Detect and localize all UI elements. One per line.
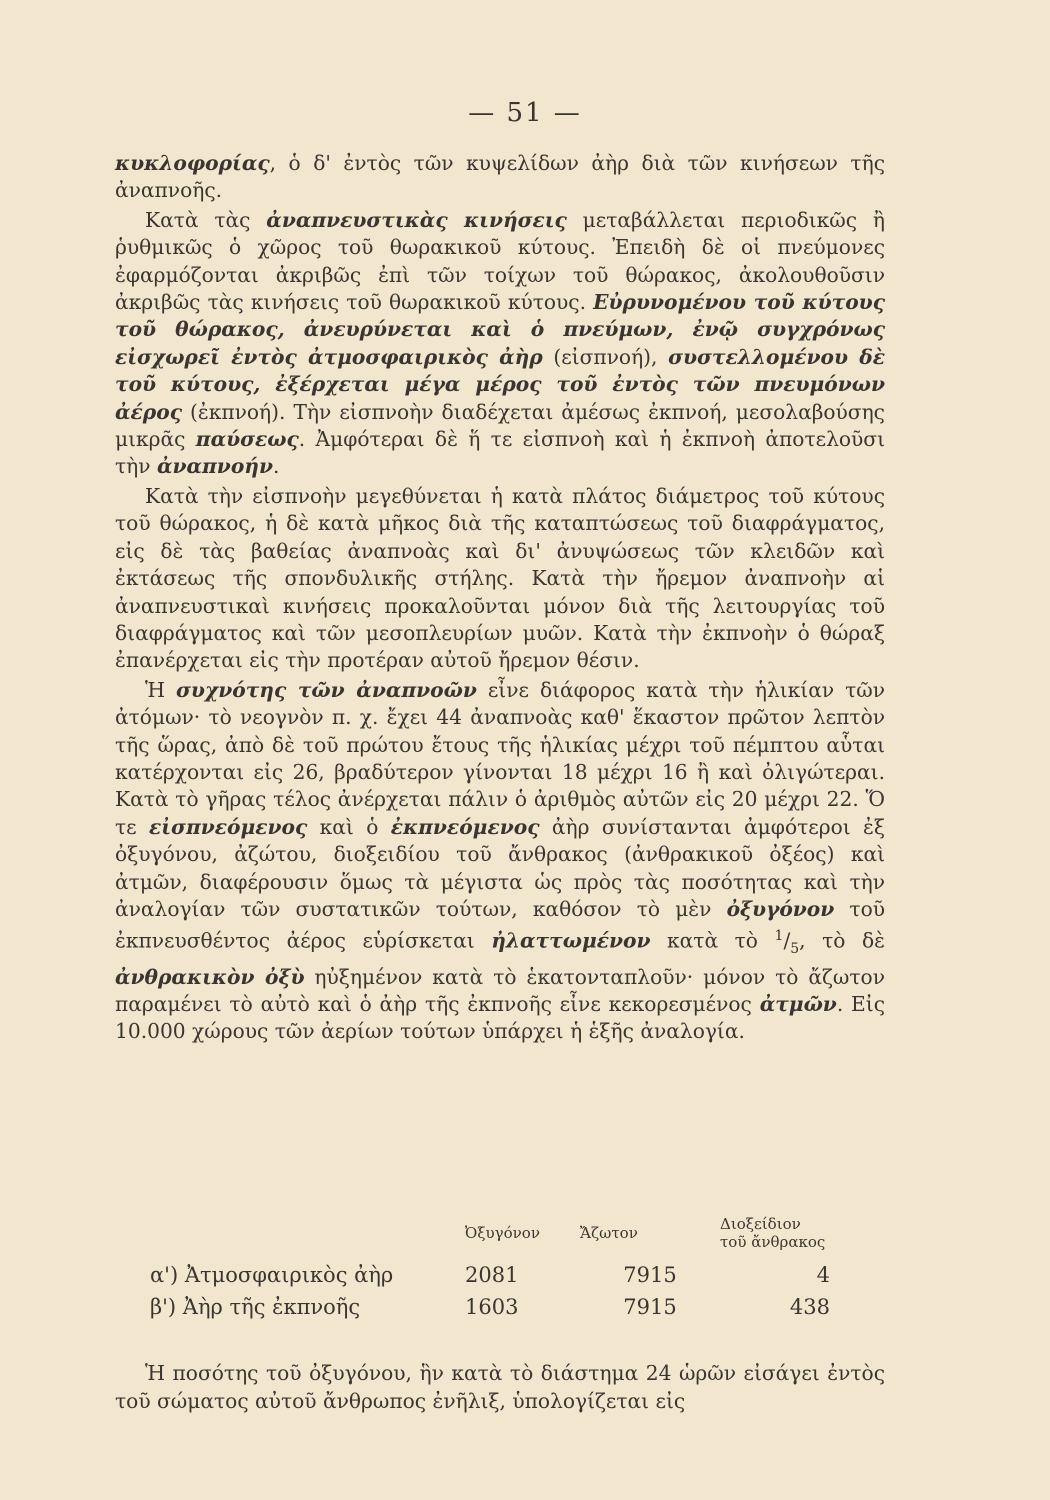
text-run: . Ἀμφότεραι δὲ ἥ τε εἰσπνοὴ καὶ ἡ ἐκπνοὴ ἀποτελοῦσι τὴν xyxy=(115,427,885,479)
text-run: Κατὰ τὰς xyxy=(145,207,267,232)
paragraph xyxy=(115,207,885,481)
text-run: καὶ ὁ xyxy=(307,814,391,839)
text-run: , ὁ δ' ἐντὸς τῶν κυψελίδων ἀὴρ διὰ τῶν κινήσεων τῆς ἀναπνοῆς. xyxy=(115,151,885,203)
emphasized-term: συχνότης τῶν ἀναπνοῶν xyxy=(176,677,477,702)
text-run: , τὸ δὲ xyxy=(799,929,886,954)
emphasized-term: ὀξυγόνον xyxy=(726,896,835,921)
emphasized-term: ἀναπνευστικὰς κινήσεις xyxy=(266,207,567,232)
row-label: α') Ἀτμοσφαιρικὸς ἀὴρ xyxy=(150,1263,394,1287)
nitrogen-value: 7915 xyxy=(623,1295,677,1319)
paragraph xyxy=(115,483,885,675)
text-run: . Εἰς 10.000 χώρους τῶν ἀερίων τούτων ὑπάρχει ἡ ἑξῆς ἀναλογία. xyxy=(115,991,885,1044)
emphasized-term: ἠλαττωμένον xyxy=(491,929,651,954)
text-run: κατὰ τὸ xyxy=(650,929,775,954)
gas-composition-table xyxy=(150,1215,830,1323)
header-co2: Διοξείδιον τοῦ ἄνθρακος xyxy=(720,1215,826,1251)
page-number: — 51 — xyxy=(468,98,582,128)
nitrogen-value: 7915 xyxy=(623,1263,677,1287)
emphasized-term: εἰσπνεόμενος xyxy=(149,814,308,839)
text-run: / xyxy=(783,929,791,954)
text-run: τοῦ ἐκπνευσθέντος ἀέρος εὑρίσκεται xyxy=(115,896,886,954)
closing-paragraph: Ἡ ποσότης τοῦ ὀξυγόνου, ἣν κατὰ τὸ διάστημα 24 ὡρῶν εἰσάγει ἐντὸς τοῦ σώματος αὐτοῦ ἄνθρωπος ἐνῆλιξ, ὑπολογίζεται εἰς xyxy=(115,1361,885,1413)
text-run: Ἡ xyxy=(145,677,177,702)
header-oxygen: Ὀξυγόνον xyxy=(465,1224,540,1242)
body-text xyxy=(115,150,885,1046)
table-row xyxy=(150,1259,830,1291)
emphasized-term: ἀνθρακικὸν ὀξὺ xyxy=(115,964,305,989)
emphasized-term: κυκλοφορίας xyxy=(115,151,270,175)
co2-value: 4 xyxy=(816,1263,830,1287)
emphasized-term: ἐκπνεόμενος xyxy=(390,814,540,839)
table-header-row xyxy=(150,1215,830,1259)
emphasized-term: ἀναπνοήν xyxy=(156,454,273,479)
oxygen-value: 2081 xyxy=(465,1263,519,1287)
text-run: (εἰσπνοή), xyxy=(542,344,669,369)
oxygen-value: 1603 xyxy=(465,1295,519,1319)
text-run: εἶνε διάφορος κατὰ τὴν ἡλικίαν τῶν ἀτόμων· τὸ νεογνὸν π. χ. ἔχει 44 ἀναπνοὰς καθ' ἕκαστον πρῶτον λεπτὸν τῆς ὥρας, ἀπὸ δὲ τοῦ πρώτου ἔτους τῆς ἡλικίας μέχρι τοῦ πέμπτου αὗται κατέρχονται εἰς 26, βραδύτερον γίνονται 18 μέχρι 16 ἢ καὶ ὀλιγώτεραι. Κατὰ τὸ γῆρας τέλος ἀνέρχεται πάλιν ὁ ἀριθμὸς αὐτῶν εἰς 20 μέχρι 22. Ὅ τε xyxy=(115,677,886,839)
co2-value: 438 xyxy=(789,1295,830,1319)
text-run: ἀὴρ συνίστανται ἀμφότεροι ἐξ ὀξυγόνου, ἀζώτου, διοξειδίου τοῦ ἄνθρακος (ἀνθρακικοῦ ὀξέος) καὶ ἀτμῶν, διαφέρουσιν ὅμως τὰ μέγιστα ὡς πρὸς τὰς ποσότητας καὶ τὴν ἀναλογίαν τῶν συστατικῶν τούτων, καθόσον τὸ μὲν xyxy=(115,814,885,921)
emphasized-term: Εὐρυνομένου τοῦ κύτους τοῦ θώρακος, ἀνευρύνεται καὶ ὁ πνεύμων, ἐνῷ συγχρόνως εἰσχωρεῖ ἐντὸς ἀτμοσφαιρικὸς ἀὴρ xyxy=(115,290,885,369)
text-run: ηὐξημένον κατὰ τὸ ἑκατονταπλοῦν· μόνον τὸ ἄζωτον παραμένει τὸ αὐτὸ καὶ ὁ ἀὴρ τῆς ἐκπνοῆς εἶνε κεκορεσμένος xyxy=(115,964,885,1016)
row-label: β') Ἀὴρ τῆς ἐκπνοῆς xyxy=(150,1295,361,1319)
text-run: μεταβάλλεται περιοδικῶς ἢ ῥυθμικῶς ὁ χῶρος τοῦ θωρακικοῦ κύτους. Ἐπειδὴ δὲ οἱ πνεύμονες ἐφαρμόζονται ἀκριβῶς ἐπὶ τῶν τοίχων τοῦ θώρακος, ἀκολουθοῦσιν ἀκριβῶς τὰς κινήσεις τοῦ θωρακικοῦ κύτους. xyxy=(115,207,885,315)
table-row xyxy=(150,1291,830,1323)
fraction-numerator: 1 xyxy=(774,928,784,945)
emphasized-term: παύσεως xyxy=(195,427,299,452)
text-run: . xyxy=(272,454,280,479)
emphasized-term: συστελλομένου δὲ τοῦ κύτους, ἐξέρχεται μέγα μέρος τοῦ ἐντὸς τῶν πνευμόνων ἀέρος xyxy=(115,344,885,424)
fraction-denominator: 5 xyxy=(790,941,800,958)
emphasized-term: ἀτμῶν xyxy=(759,991,837,1016)
paragraph xyxy=(115,150,885,205)
text-run: (ἐκπνοή). Τὴν εἰσπνοὴν διαδέχεται ἀμέσως ἐκπνοή, μεσολαβούσης μικρᾶς xyxy=(115,399,885,452)
header-nitrogen: Ἄζωτον xyxy=(580,1224,638,1242)
paragraph xyxy=(115,677,885,1046)
text-run: Κατὰ τὴν εἰσπνοὴν μεγεθύνεται ἡ κατὰ πλάτος διάμετρος τοῦ κύτους τοῦ θώρακος, ἡ δὲ κατὰ μῆκος διὰ τῆς καταπτώσεως τοῦ διαφράγματος, εἰς δὲ τὰς βαθείας ἀναπνοὰς καὶ δι' ἀνυψώσεως τῶν κλειδῶν καὶ ἐκτάσεως τῆς σπονδυλικῆς στήλης. Κατὰ τὴν ἤρεμον ἀναπνοὴν αἱ ἀναπνευστικαὶ κινήσεις προκαλοῦνται μόνον διὰ τῆς λειτουργίας τοῦ διαφράγματος καὶ τῶν μεσοπλευρίων μυῶν. Κατὰ τὴν ἐκπνοὴν ὁ θώραξ ἐπανέρχεται εἰς τὴν προτέραν αὐτοῦ ἤρεμον θέσιν. xyxy=(115,483,885,673)
